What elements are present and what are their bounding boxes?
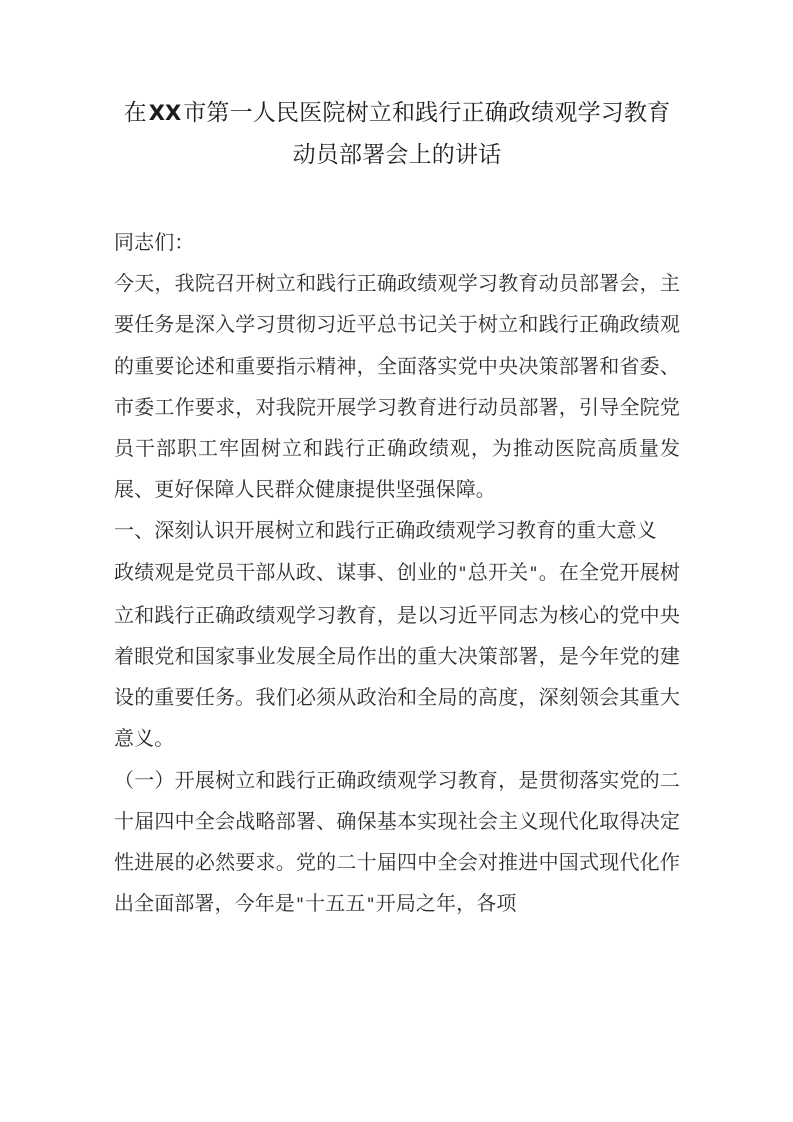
open-quote: " [457, 563, 468, 584]
quoted-term-zongkaiguan: 总开关 [467, 559, 529, 584]
text-after-quote: 。在全党开展树立和践行正确政绩观学习教育，是以习近平同志为核心的党中央着眼党和国家事业发展全局作出的重大决策部署，是今年党的建设的重要任务。我们必须从政治和全局的高度，深刻领会其重大意义。 [114, 559, 680, 751]
open-quote: " [294, 895, 306, 916]
text-before-quote: （一）开展树立和践行正确政绩观学习教育，是贯彻落实党的二十届四中全会战略部署、确保基本实现社会主义现代化取得决定性进展的必然要求。党的二十届四中全会对推进中国式现代化作出全面部署，今年是 [114, 767, 680, 916]
title-prefix: 在 [123, 100, 147, 126]
section-1-intro-paragraph [114, 552, 680, 760]
close-quote: " [365, 895, 376, 916]
document-title [114, 0, 680, 176]
section-heading-1: 一、深刻认识开展树立和践行正确政绩观学习教育的重大意义 [114, 518, 657, 543]
title-placeholder-xx: XX [148, 101, 182, 125]
document-body [114, 0, 680, 926]
close-quote: " [528, 563, 539, 584]
text-after-quote: 开局之年，各项 [375, 891, 517, 916]
sub-heading-1-1-paragraph [114, 760, 680, 927]
text-before-quote: 政绩观是党员干部从政、谋事、创业的 [114, 559, 458, 584]
title-suffix: 市第一人民医院树立和践行正确政绩观学习教 [183, 100, 648, 126]
title-line-two: 育动员部署会上的讲话 [292, 100, 671, 168]
quoted-term-shiwuwu: 十五五 [305, 891, 366, 916]
opening-paragraph: 今天，我院召开树立和践行正确政绩观学习教育动员部署会，主要任务是深入学习贯彻习近平总书记关于树立和践行正确政绩观的重要论述和重要指示精神，全面落实党中央决策部署和省委、市委工作要求，对我院开展学习教育进行动员部署，引导全院党员干部职工牢固树立和践行正确政绩观，为推动医院高质量发展、更好保障人民群众健康提供坚强保障。 [114, 271, 680, 502]
salutation: 同志们： [114, 230, 195, 254]
